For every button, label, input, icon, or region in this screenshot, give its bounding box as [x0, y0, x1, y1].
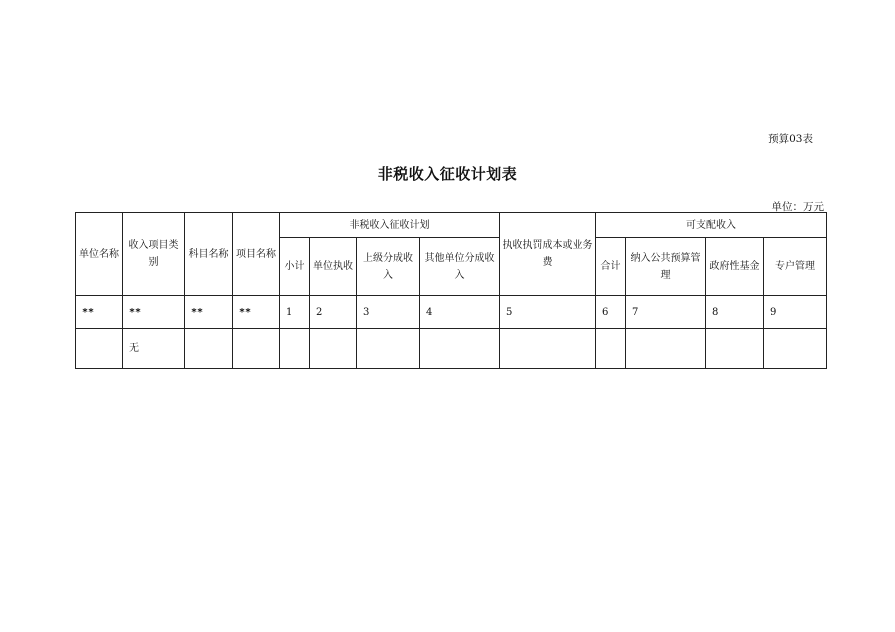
table-cell — [500, 329, 596, 369]
table-cell — [626, 329, 706, 369]
index-cell: 1 — [280, 296, 310, 329]
table-cell: 无 — [123, 329, 185, 369]
table-cell — [233, 329, 280, 369]
header-subtotal: 小计 — [280, 238, 310, 296]
index-cell: ** — [76, 296, 123, 329]
header-enforce-cost: 执收执罚成本或业务费 — [500, 213, 596, 296]
header-project-name: 项目名称 — [233, 213, 280, 296]
table-cell — [280, 329, 310, 369]
index-row — [76, 296, 827, 329]
index-cell: 3 — [357, 296, 420, 329]
header-total: 合计 — [596, 238, 626, 296]
form-number: 预算03表 — [768, 133, 813, 145]
table-cell — [310, 329, 357, 369]
header-income-category: 收入项目类别 — [123, 213, 185, 296]
index-cell: 4 — [420, 296, 500, 329]
index-cell: ** — [123, 296, 185, 329]
index-cell: 2 — [310, 296, 357, 329]
header-special-account: 专户管理 — [764, 238, 827, 296]
header-unit-enforce: 单位执收 — [310, 238, 357, 296]
table-cell — [596, 329, 626, 369]
index-cell: 7 — [626, 296, 706, 329]
index-cell: 9 — [764, 296, 827, 329]
header-subject-name: 科目名称 — [185, 213, 233, 296]
header-public-budget: 纳入公共预算管理 — [626, 238, 706, 296]
header-disposable-group: 可支配收入 — [596, 213, 827, 238]
table-cell — [357, 329, 420, 369]
index-cell: ** — [233, 296, 280, 329]
table-cell — [185, 329, 233, 369]
header-upper-share: 上级分成收入 — [357, 238, 420, 296]
index-cell: 8 — [706, 296, 764, 329]
header-plan-group: 非税收入征收计划 — [280, 213, 500, 238]
index-cell: 6 — [596, 296, 626, 329]
index-cell: 5 — [500, 296, 596, 329]
table-cell — [706, 329, 764, 369]
header-unit-name: 单位名称 — [76, 213, 123, 296]
header-other-share: 其他单位分成收入 — [420, 238, 500, 296]
unit-label: 单位：万元 — [771, 201, 824, 213]
index-cell: ** — [185, 296, 233, 329]
table-cell — [420, 329, 500, 369]
page-title: 非税收入征收计划表 — [377, 165, 518, 183]
header-row-1 — [76, 213, 827, 238]
table-cell — [76, 329, 123, 369]
table-cell — [764, 329, 827, 369]
plan-table — [75, 212, 827, 369]
header-gov-fund: 政府性基金 — [706, 238, 764, 296]
table-row — [76, 329, 827, 369]
